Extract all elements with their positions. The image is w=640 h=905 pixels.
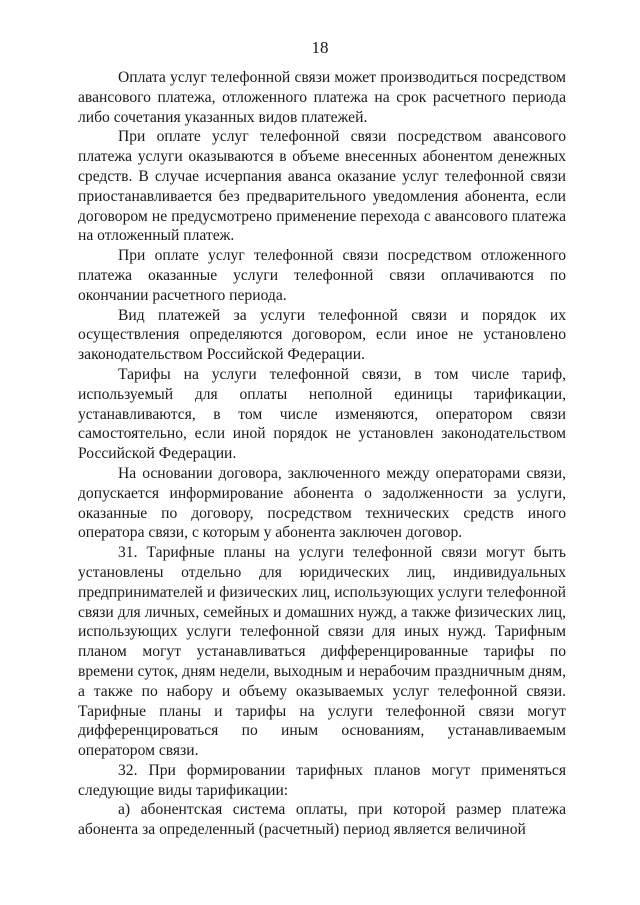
paragraph-item-31: 31. Тарифные планы на услуги телефонной связи могут быть установлены отдельно для юридических лиц, индивидуальных предпринимателей и физических лиц, использующих услуги телефонной связи для личных, семейных и домашних нужд, а также физических лиц, использующих услуги телефонной связи для иных нужд. Тарифным планом могут устанавливаться дифференцированные тарифы по времени суток, дням недели, выходным и нерабочим праздничным дням, а также по набору и объему оказываемых услуг телефонной связи. Тарифные планы и тарифы на услуги телефонной связи могут дифференцироваться по иным основаниям, устанавливаемым оператором связи.: [78, 544, 566, 760]
paragraph-deferred-payment: При оплате услуг телефонной связи посредством отложенного платежа оказанные услуги телефонной связи оплачиваются по окончании расчетного периода.: [78, 247, 566, 304]
page-number: 18: [311, 38, 329, 57]
paragraph-advance-payment: При оплате услуг телефонной связи посредством авансового платежа услуги оказываются в объеме внесенных абонентом денежных средств. В случае исчерпания аванса оказание услуг телефонной связи приостанавливается без предварительного уведомления абонента, если договором не предусмотрено применение перехода с авансового платежа на отложенный платеж.: [78, 128, 566, 245]
paragraph-payment-methods: Оплата услуг телефонной связи может производиться посредством авансового платежа, отложенного платежа на срок расчетного периода либо сочетания указанных видов платежей.: [78, 69, 566, 126]
paragraph-item-32: 32. При формировании тарифных планов могут применяться следующие виды тарификации:: [78, 761, 566, 799]
paragraph-debt-notification: На основании договора, заключенного между операторами связи, допускается информирование абонента о задолженности за услуги, оказанные по договору, посредством технических средств иного оператора связи, с которым у абонента заключен договор.: [78, 464, 566, 542]
paragraph-payment-type: Вид платежей за услуги телефонной связи и порядок их осуществления определяются договором, если иное не установлено законодательством Российской Федерации.: [78, 306, 566, 364]
document-body: [78, 68, 566, 840]
paragraph-tariffs: Тарифы на услуги телефонной связи, в том числе тариф, используемый для оплаты неполной единицы тарификации, устанавливаются, в том числе изменяются, оператором связи самостоятельно, если иной порядок не установлен законодательством Российской Федерации.: [78, 365, 566, 463]
paragraph-item-32a: а) абонентская система оплаты, при которой размер платежа абонента за определенный (расчетный) период является величиной: [78, 801, 566, 839]
